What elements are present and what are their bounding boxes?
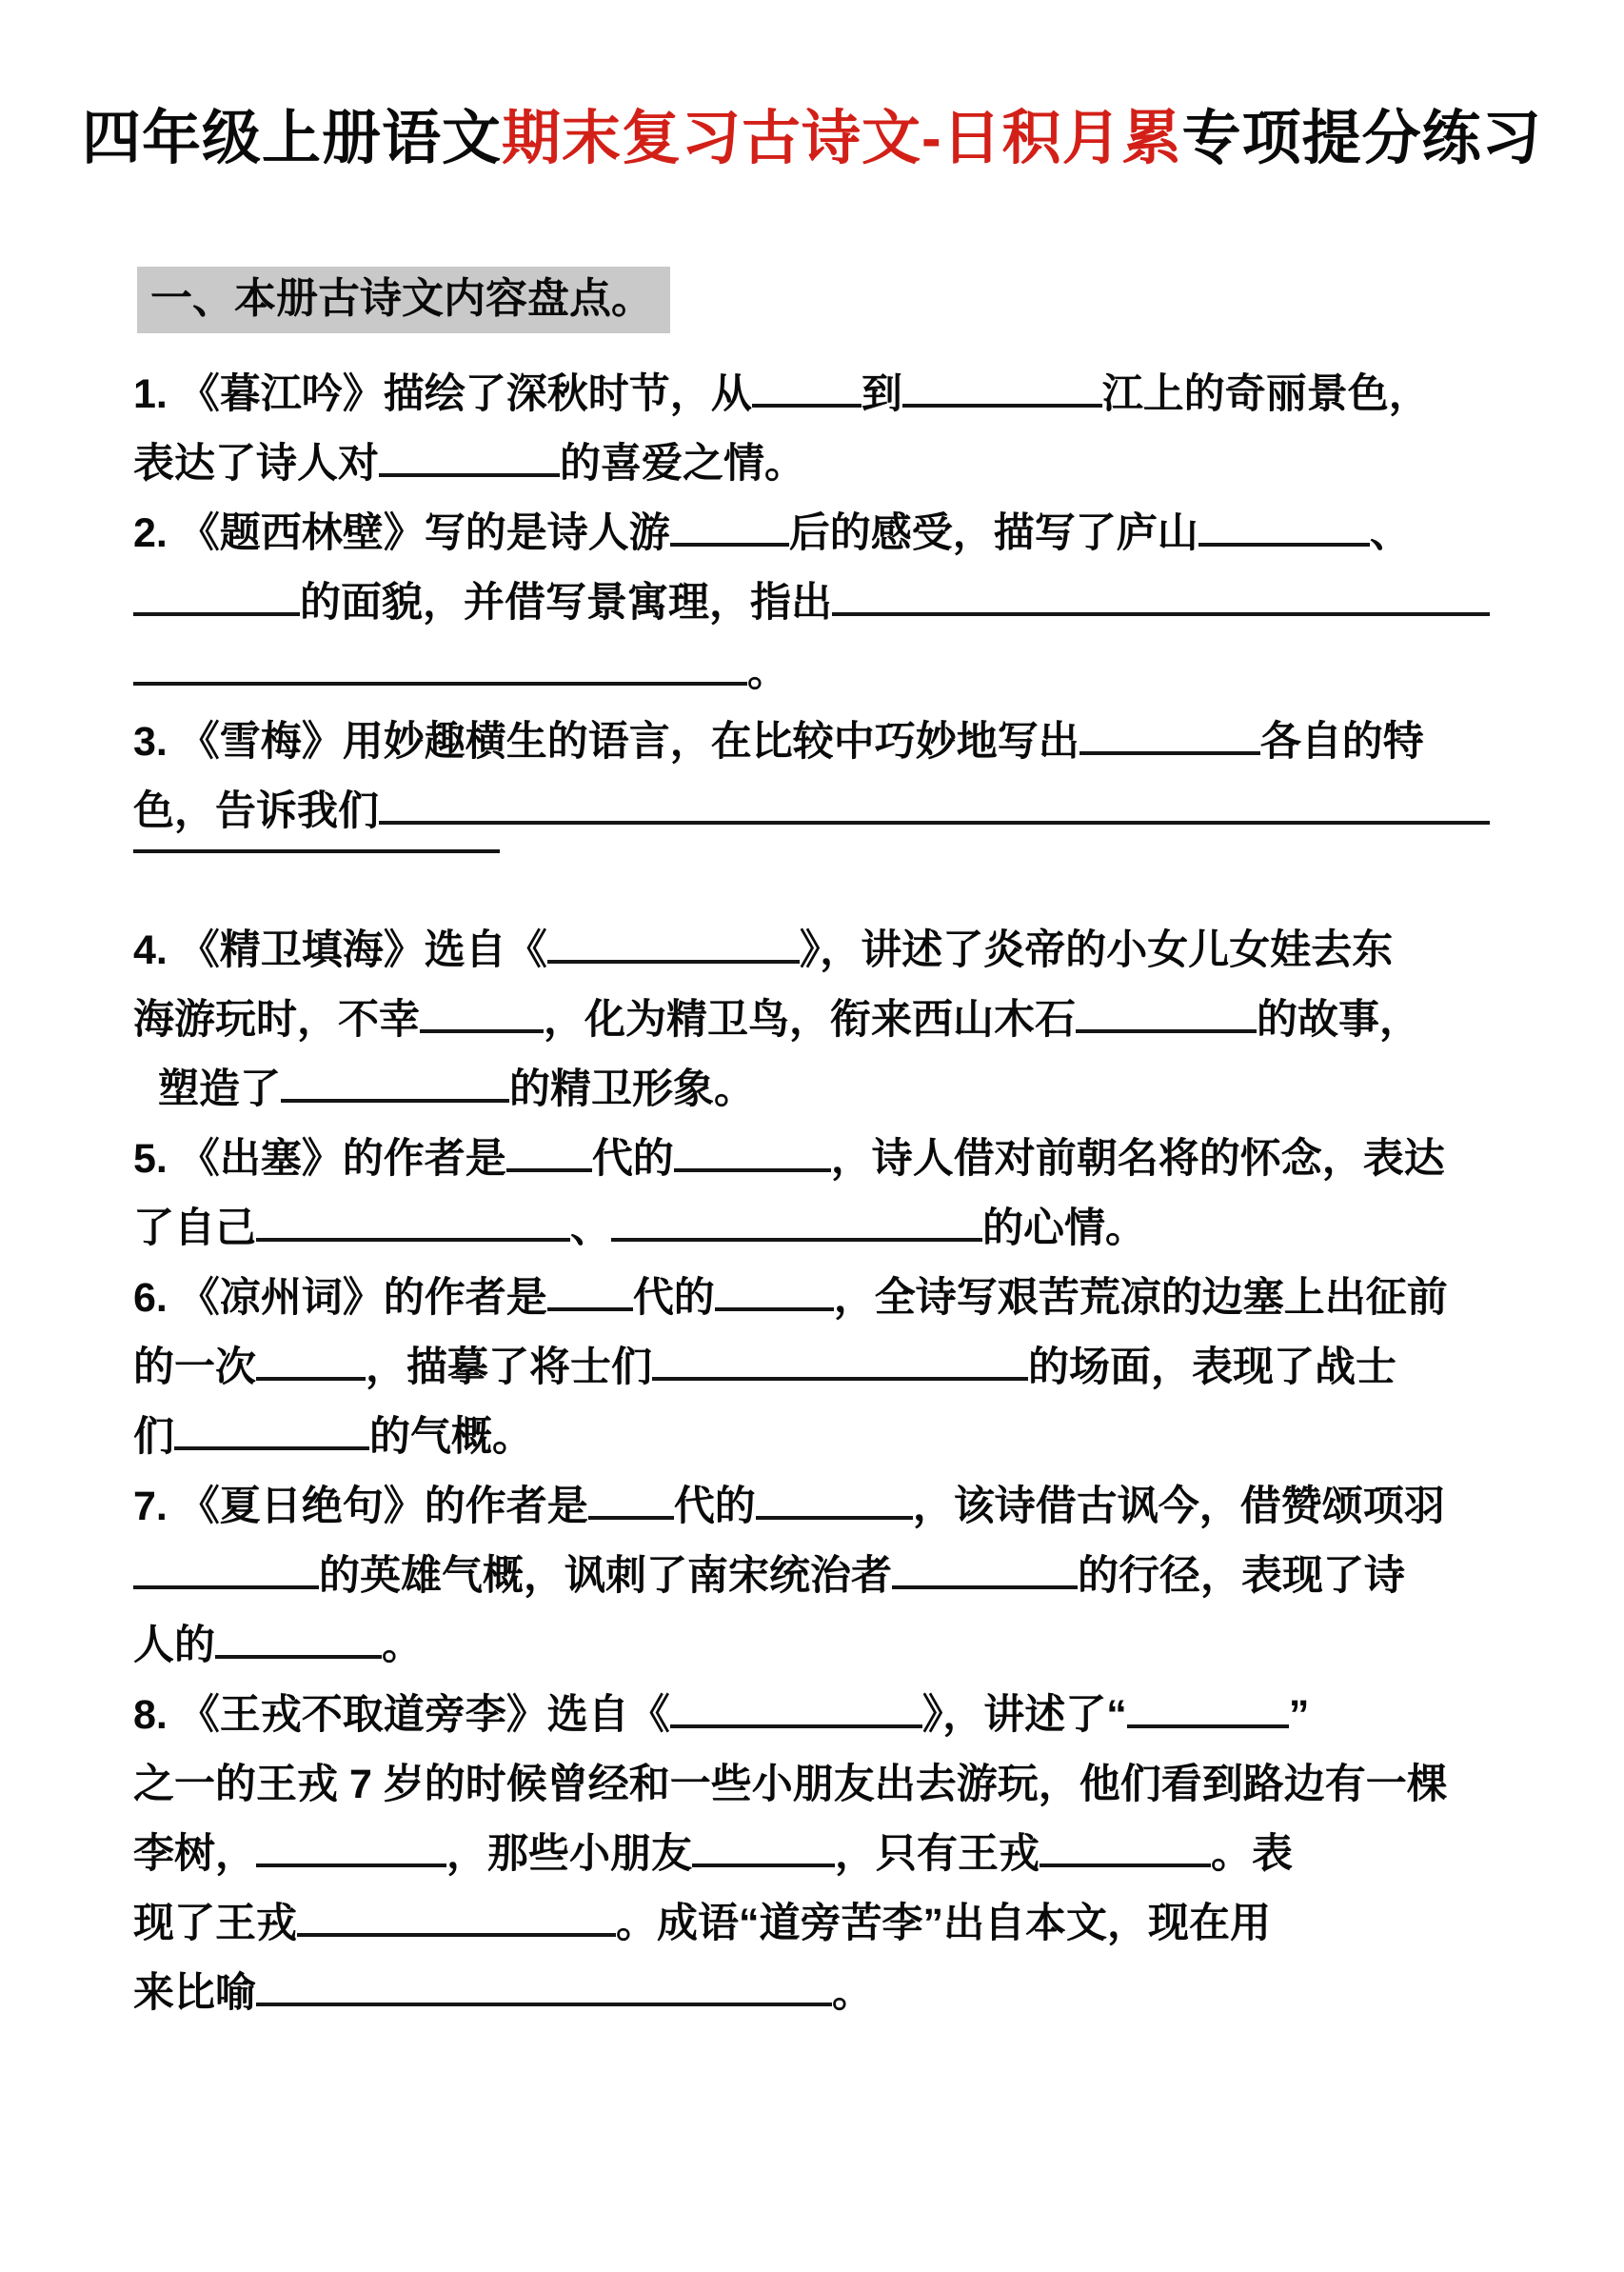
fill-in-blank <box>670 540 789 547</box>
worksheet-line <box>133 1889 1490 1959</box>
worksheet-line <box>133 1403 1490 1472</box>
text-run: 的心情。 <box>982 1206 1146 1252</box>
text-run: 2. 《题西林壁》写的是诗人游 <box>133 510 670 557</box>
text-run: 的场面，表现了战士 <box>1028 1345 1396 1391</box>
text-run: 的英雄气概，讽刺了南宋统治者 <box>319 1553 892 1600</box>
worksheet-line <box>133 568 1490 638</box>
fill-in-blank <box>1198 540 1370 547</box>
fill-in-blank <box>133 679 747 686</box>
fill-in-blank <box>902 401 1102 408</box>
fill-in-blank <box>133 1583 319 1589</box>
fill-in-blank <box>420 1026 544 1033</box>
text-run: 1. 《暮江吟》描绘了深秋时节，从 <box>133 371 752 418</box>
text-run: 6. 《凉州词》的作者是 <box>133 1275 547 1322</box>
text-run: 7. 《夏日绝句》的作者是 <box>133 1484 588 1530</box>
fill-in-blank <box>281 1096 509 1103</box>
fill-in-blank <box>256 1861 446 1867</box>
text-run: 4. 《精卫填海》选自《 <box>133 927 547 974</box>
worksheet-line <box>133 1681 1490 1750</box>
worksheet-line <box>133 1542 1490 1611</box>
worksheet-line <box>133 1125 1490 1194</box>
worksheet-line <box>133 916 1490 986</box>
text-run: 来比喻 <box>133 1970 256 2017</box>
page-title-part3: 专项提分练习 <box>1181 106 1542 171</box>
text-run: 了自己 <box>133 1206 256 1252</box>
fill-in-blank <box>652 1374 1028 1381</box>
worksheet-line <box>133 429 1490 499</box>
text-run: 。 <box>747 649 788 696</box>
text-run: ，描摹了将士们 <box>366 1345 652 1391</box>
fill-in-blank <box>256 2000 832 2006</box>
text-run: 的一次 <box>133 1345 256 1391</box>
fill-in-blank <box>1127 1722 1289 1728</box>
section-heading-row <box>137 267 1624 333</box>
text-run: 表达了诗人对 <box>133 441 379 488</box>
text-run: 》，讲述了炎帝的小女儿女娃去东 <box>799 927 1394 974</box>
fill-in-blank <box>174 1444 369 1450</box>
fill-in-blank <box>506 1166 592 1172</box>
worksheet-line <box>133 1750 1490 1820</box>
text-run: 之一的王戎 7 岁的时候曾经和一些小朋友出去游玩，他们看到路边有一棵 <box>133 1762 1448 1808</box>
worksheet-line <box>133 847 1490 916</box>
fill-in-blank <box>674 1166 831 1172</box>
fill-in-blank <box>715 1305 834 1311</box>
fill-in-blank <box>256 1374 366 1381</box>
text-run: 、 <box>570 1206 611 1252</box>
text-run: 。 <box>832 1970 873 2017</box>
text-run: 》，讲述了“ <box>921 1692 1127 1739</box>
fill-in-blank <box>752 401 862 408</box>
text-run: 5. 《出塞》的作者是 <box>133 1136 506 1183</box>
text-run: 的面貌，并借写景寓理，指出 <box>300 580 832 627</box>
text-run: 各自的特 <box>1259 719 1424 766</box>
worksheet-line <box>133 777 1490 847</box>
text-run: 8. 《王戎不取道旁李》选自《 <box>133 1692 670 1739</box>
fill-in-blank <box>379 818 1490 825</box>
worksheet-line <box>133 638 1490 708</box>
text-run: 现了王戎 <box>133 1901 297 1947</box>
page-title-part1: 四年级上册语文 <box>82 106 503 171</box>
text-run: 的气概。 <box>369 1414 533 1461</box>
text-run: ，诗人借对前朝名将的怀念，表达 <box>830 1136 1445 1183</box>
fill-in-blank <box>215 1652 382 1659</box>
text-run: ，化为精卫鸟，衔来西山木石 <box>544 997 1076 1044</box>
worksheet-line <box>133 1055 1490 1125</box>
fill-in-blank <box>611 1235 982 1242</box>
worksheet-line <box>133 1820 1490 1889</box>
worksheet-line <box>133 1472 1490 1542</box>
worksheet-page <box>0 107 1624 2272</box>
fill-in-blank <box>1076 1026 1257 1033</box>
text-run: ，只有王戎 <box>835 1831 1040 1878</box>
worksheet-content <box>133 360 1490 2028</box>
section-heading: 一、本册古诗文内容盘点。 <box>137 267 670 333</box>
fill-in-blank <box>256 1235 570 1242</box>
text-run: 。成语“道旁苦李”出自本文，现在用 <box>616 1901 1271 1947</box>
text-run: 、 <box>1369 510 1411 557</box>
worksheet-line <box>133 1611 1490 1681</box>
text-run: 。 <box>382 1623 423 1669</box>
text-run: 的喜爱之情。 <box>560 441 805 488</box>
text-run: ，该诗借古讽今，借赞颂项羽 <box>912 1484 1445 1530</box>
text-run: 海游玩时，不幸 <box>133 997 420 1044</box>
fill-in-blank <box>692 1861 835 1867</box>
text-run: ，全诗写艰苦荒凉的边塞上出征前 <box>833 1275 1448 1322</box>
text-run: 代的 <box>632 1275 715 1322</box>
text-run: ” <box>1288 1692 1310 1739</box>
fill-in-blank <box>379 470 560 477</box>
fill-in-blank <box>588 1513 674 1520</box>
fill-in-blank <box>547 1305 633 1311</box>
fill-in-blank <box>133 609 300 616</box>
worksheet-line <box>133 986 1490 1055</box>
worksheet-line <box>133 708 1490 777</box>
fill-in-blank <box>1040 1861 1211 1867</box>
text-run: 江上的奇丽景色， <box>1101 371 1430 418</box>
fill-in-blank <box>892 1583 1078 1589</box>
text-run: 塑造了 <box>158 1066 281 1113</box>
worksheet-line <box>133 1264 1490 1333</box>
fill-in-blank <box>756 1513 913 1520</box>
text-run: 代的 <box>591 1136 674 1183</box>
page-title <box>82 107 1624 171</box>
text-run: 3. 《雪梅》用妙趣横生的语言，在比较中巧妙地写出 <box>133 719 1079 766</box>
text-run: 的故事， <box>1257 997 1420 1044</box>
text-run: ，那些小朋友 <box>446 1831 692 1878</box>
fill-in-blank <box>1079 748 1260 755</box>
worksheet-line <box>133 1333 1490 1403</box>
text-run: 的精卫形象。 <box>509 1066 755 1113</box>
worksheet-line <box>133 499 1490 568</box>
worksheet-line <box>133 360 1490 429</box>
fill-in-blank <box>670 1722 922 1728</box>
page-title-part2-red: 期末复习古诗文-日积月累 <box>502 106 1182 171</box>
text-run: 李树， <box>133 1831 256 1878</box>
text-run: 代的 <box>673 1484 756 1530</box>
worksheet-line <box>133 1959 1490 2028</box>
fill-in-blank <box>133 847 500 853</box>
text-run: 。表 <box>1211 1831 1293 1878</box>
fill-in-blank <box>832 609 1490 616</box>
text-run: 们 <box>133 1414 174 1461</box>
text-run: 的行径，表现了诗 <box>1078 1553 1405 1600</box>
text-run: 到 <box>861 371 902 418</box>
worksheet-line <box>133 1194 1490 1264</box>
text-run: 色，告诉我们 <box>133 788 379 835</box>
text-run: 人的 <box>133 1623 215 1669</box>
fill-in-blank <box>297 1930 616 1937</box>
fill-in-blank <box>547 957 800 964</box>
text-run: 后的感受，描写了庐山 <box>788 510 1198 557</box>
